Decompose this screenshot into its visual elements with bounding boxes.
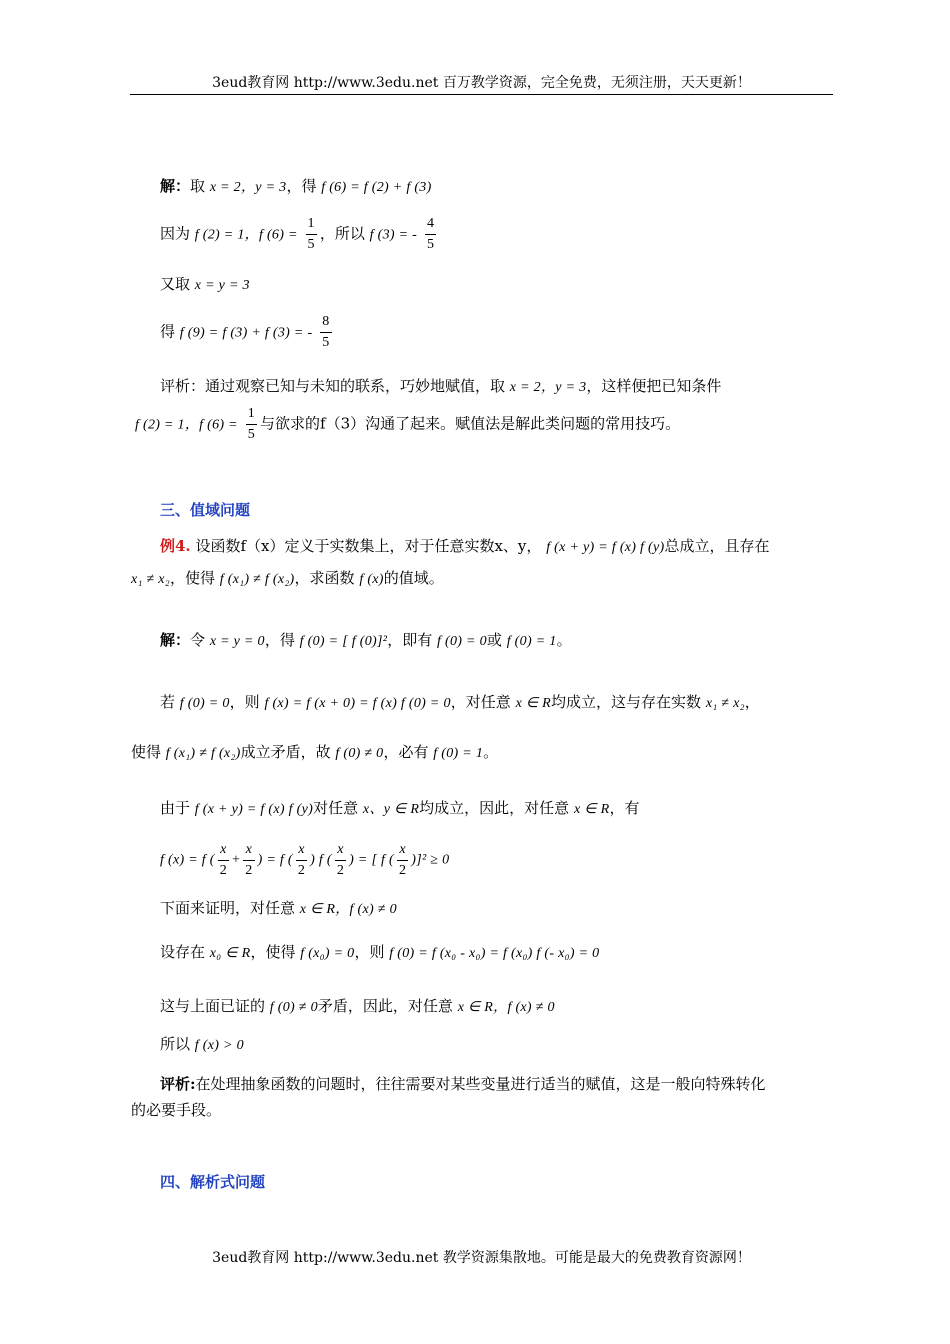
analysis-line-2: f (2) = 1，f (6) = $\frac{1}{5}$ 与欲求的f（3）沟通了起来。赋值法是解此类问题的常用技巧。 (135, 404, 680, 445)
fraction: $\frac{4}{5}$ (426, 216, 435, 252)
proof-line-3: 使得 f (x₁) ≠ f (x₂)成立矛盾，故 f (0) ≠ 0，必有 f (0) = 1。 (131, 743, 499, 761)
math-expr: f (0) = 1 (506, 634, 557, 649)
fraction: $\frac{x}{2}$ (219, 842, 228, 878)
math-expr: x = y = 0 (209, 634, 265, 649)
math-expr: x ∈ R (573, 802, 610, 817)
math-expr: x₁ ≠ x₂ (705, 696, 745, 711)
fraction: $\frac{1}{5}$ (307, 216, 315, 252)
proof-equation: f (x) = f ( $\frac{x}{2}$ + $\frac{x}{2}$ ) = f ( $\frac{x}{2}$ ) f ( $\frac{x}{2}$ ) = [ f ( $\frac{x}{2}$ )]² ≥ 0 (160, 840, 449, 881)
math-expr: x ∈ R，f (x) ≠ 0 (457, 1000, 555, 1015)
proof-line-7: 设存在 x₀ ∈ R，使得 f (x₀) = 0，则 f (0) = f (x₀ - x₀) = f (x₀) f (- x₀) = 0 (160, 943, 600, 961)
math-expr: x = 2，y = 3 (209, 180, 287, 195)
math-expr: f (x + y) = f (x) f (y) (194, 802, 314, 817)
solution-label: 解： (160, 177, 191, 195)
solution-line-3: 又取 x = y = 3 (160, 275, 250, 293)
math-expr: x、y ∈ R (362, 802, 420, 817)
math-expr: f (0) = [ f (0)]² (299, 634, 388, 649)
math-expr: f (x) (359, 572, 384, 587)
analysis-2-line-1: 评析:在处理抽象函数的问题时，往往需要对某些变量进行适当的赋值，这是一般向特殊转化 (160, 1075, 766, 1093)
proof-line-2: 若 f (0) = 0，则 f (x) = f (x + 0) = f (x) f (0) = 0，对任意 x ∈ R均成立，这与存在实数 x₁ ≠ x₂， (160, 693, 760, 711)
proof-line-1: 解：令 x = y = 0，得 f (0) = [ f (0)]²，即有 f (0) = 0或 f (0) = 1。 (160, 631, 572, 649)
math-expr: f (3) = - (369, 227, 418, 243)
math-expr: f (9) = f (3) + f (3) = - (179, 325, 313, 341)
math-expr: f (x₀) = 0 (300, 946, 355, 961)
proof-line-6: 下面来证明，对任意 x ∈ R，f (x) ≠ 0 (160, 899, 397, 917)
math-expr: x₀ ∈ R (209, 946, 251, 961)
math-expr: f (6) = f (2) + f (3) (321, 180, 432, 195)
fraction: $\frac{x}{2}$ (245, 842, 253, 878)
proof-line-4: 由于 f (x + y) = f (x) f (y)对任意 x、y ∈ R均成立，因此，对任意 x ∈ R，有 (160, 799, 640, 817)
solution-line-4: 得 f (9) = f (3) + f (3) = - $\frac{8}{5}$ (160, 312, 335, 353)
example-4-line-1: 例4. 设函数f（x）定义于实数集上，对于任意实数x、y， f (x + y) = f (x) f (y)总成立，且存在 (160, 537, 770, 555)
math-expr: f (0) ≠ 0 (269, 1000, 318, 1015)
example-label: 例4. (160, 537, 191, 555)
math-expr: f (x) > 0 (194, 1038, 244, 1053)
math-expr: f (x₁) ≠ f (x₂) (219, 572, 295, 587)
math-expr: f (0) ≠ 0 (335, 746, 384, 761)
math-expr: x ∈ R (515, 696, 552, 711)
fraction: $\frac{x}{2}$ (336, 842, 345, 878)
section-title-4: 四、解析式问题 (160, 1173, 266, 1191)
math-expr: f (x) = f (x + 0) = f (x) f (0) = 0 (264, 696, 451, 711)
math-expr: f (0) = f (x₀ - x₀) = f (x₀) f (- x₀) = 0 (389, 946, 600, 961)
solution-line-2: 因为 f (2) = 1，f (6) = $\frac{1}{5}$ ，所以 f (3) = - $\frac{4}{5}$ (160, 214, 439, 255)
fraction: $\frac{8}{5}$ (322, 314, 330, 350)
proof-line-8: 这与上面已证的 f (0) ≠ 0矛盾，因此，对任意 x ∈ R，f (x) ≠ 0 (160, 997, 555, 1015)
section-title-3: 三、值域问题 (160, 501, 251, 519)
math-expr: f (0) = 1 (433, 746, 484, 761)
example-4-line-2: x₁ ≠ x₂，使得 f (x₁) ≠ f (x₂)，求函数 f (x)的值域。 (131, 569, 444, 587)
analysis-label: 评析: (160, 1075, 196, 1093)
solution-label: 解： (160, 631, 191, 649)
solution-line-1: 解：取 x = 2，y = 3，得 f (6) = f (2) + f (3) (160, 177, 432, 195)
page-footer: 3eud教育网 http://www.3edu.net 教学资源集散地。可能是最大的免费教育资源网！ (212, 1250, 751, 1266)
fraction: $\frac{1}{5}$ (247, 406, 256, 442)
math-expr: f (0) = 0 (437, 634, 487, 649)
math-expr: f (x₁) ≠ f (x₂) (165, 746, 241, 761)
analysis-line-1: 评析：通过观察已知与未知的联系，巧妙地赋值，取 x = 2，y = 3，这样便把已知条件 (160, 377, 722, 395)
math-expr: f (2) = 1，f (6) = (194, 227, 298, 243)
math-expr: f (x + y) = f (x) f (y) (546, 540, 665, 555)
page-header: 3eud教育网 http://www.3edu.net 百万教学资源，完全免费，无须注册，天天更新！ (130, 72, 833, 95)
fraction: $\frac{x}{2}$ (398, 842, 407, 878)
math-expr: x = 2，y = 3 (509, 380, 587, 395)
math-expr: f (2) = 1，f (6) = (135, 417, 238, 433)
analysis-2-line-2: 的必要手段。 (131, 1101, 222, 1119)
math-expr: x ∈ R，f (x) ≠ 0 (299, 902, 397, 917)
fraction: $\frac{x}{2}$ (297, 842, 306, 878)
math-expr: f (0) = 0 (179, 696, 230, 711)
math-expr: x₁ ≠ x₂ (131, 572, 170, 587)
math-expr: x = y = 3 (194, 278, 250, 293)
proof-line-9: 所以 f (x) > 0 (160, 1035, 244, 1053)
